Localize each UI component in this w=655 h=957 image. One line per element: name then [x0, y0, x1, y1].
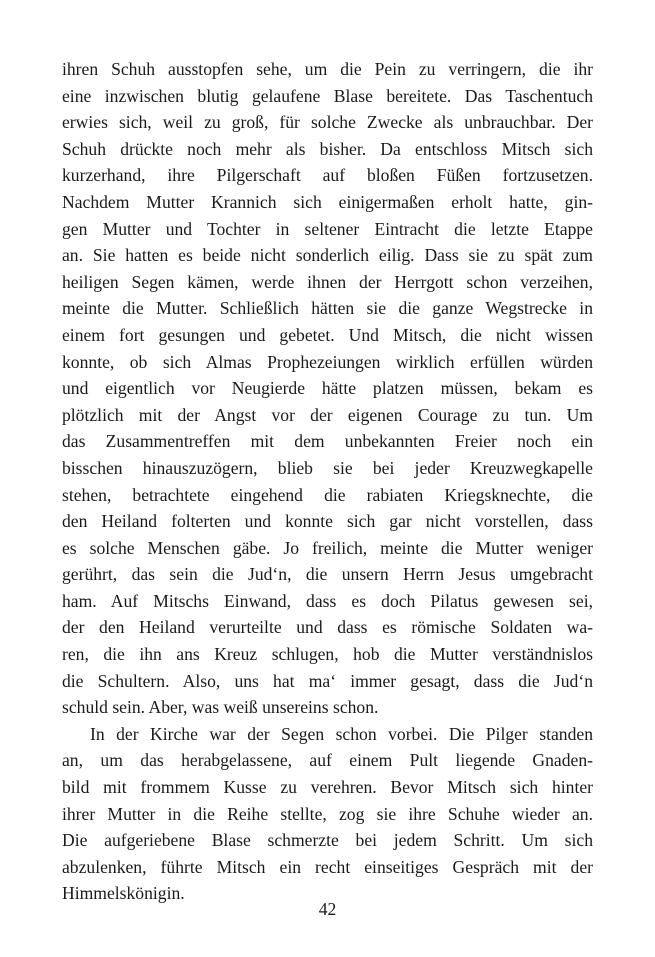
text-line: bisschen hinauszuzögern, blieb sie bei jeder Kreuzwegkapelle — [62, 457, 593, 478]
page-body — [62, 56, 593, 907]
text-line: gen Mutter und Tochter in seltener Eintracht die letzte Etappe — [62, 218, 593, 239]
text-line: Himmelskönigin. — [62, 883, 185, 904]
text-line: eine inzwischen blutig gelaufene Blase bereitete. Das Taschentuch — [62, 85, 593, 106]
text-line: ham. Auf Mitschs Einwand, dass es doch Pilatus gewesen sei, — [62, 590, 593, 611]
text-line: plötzlich mit der Angst vor der eigenen Courage zu tun. Um — [62, 404, 593, 425]
text-line: Nachdem Mutter Krannich sich einigermaßen erholt hatte, gin- — [62, 191, 593, 212]
text-line: abzulenken, führte Mitsch ein recht einseitiges Gespräch mit der — [62, 856, 593, 877]
text-line: gerührt, das sein die Jud‘n, die unsern Herrn Jesus umgebracht — [62, 564, 593, 585]
text-line: und eigentlich vor Neugierde hätte platzen müssen, bekam es — [62, 378, 593, 399]
text-line: konnte, ob sich Almas Prophezeiungen wirklich erfüllen würden — [62, 351, 593, 372]
text-line: ihrer Mutter in die Reihe stellte, zog sie ihre Schuhe wieder an. — [62, 803, 593, 824]
text-line: an, um das herabgelassene, auf einem Pult liegende Gnaden- — [62, 750, 593, 771]
text-line: erwies sich, weil zu groß, für solche Zwecke als unbrauchbar. Der — [62, 112, 593, 133]
paragraph-2 — [62, 721, 593, 907]
text-line: die Schultern. Also, uns hat ma‘ immer gesagt, dass die Jud‘n — [62, 670, 593, 691]
text-line: der den Heiland verurteilte und dass es römische Soldaten wa- — [62, 617, 593, 638]
text-line: Schuh drückte noch mehr als bisher. Da entschloss Mitsch sich — [62, 138, 593, 159]
page-number: 42 — [318, 899, 337, 919]
text-line: den Heiland folterten und konnte sich gar nicht vorstellen, dass — [62, 511, 593, 532]
text-line: meinte die Mutter. Schließlich hätten sie die ganze Wegstrecke in — [62, 298, 593, 319]
text-line: stehen, betrachtete eingehend die rabiaten Kriegsknechte, die — [62, 484, 593, 505]
text-line: schuld sein. Aber, was weiß unsereins schon. — [62, 697, 379, 718]
text-line: ihren Schuh ausstopfen sehe, um die Pein zu verringern, die ihr — [62, 59, 593, 79]
text-line: ren, die ihn ans Kreuz schlugen, hob die Mutter verständnislos — [62, 644, 593, 665]
text-line: es solche Menschen gäbe. Jo freilich, meinte die Mutter weniger — [62, 537, 593, 558]
text-line: heiligen Segen kämen, werde ihnen der Herrgott schon verzeihen, — [62, 271, 593, 292]
text-line: Die aufgeriebene Blase schmerzte bei jedem Schritt. Um sich — [62, 830, 593, 851]
text-line: bild mit frommem Kusse zu verehren. Bevor Mitsch sich hinter — [62, 777, 593, 798]
text-line: das Zusammentreffen mit dem unbekannten Freier noch ein — [62, 431, 593, 452]
paragraph-1 — [62, 56, 593, 721]
text-line: einem fort gesungen und gebetet. Und Mitsch, die nicht wissen — [62, 324, 593, 345]
text-line: kurzerhand, ihre Pilgerschaft auf bloßen Füßen fortzusetzen. — [62, 165, 593, 186]
text-line: an. Sie hatten es beide nicht sonderlich eilig. Dass sie zu spät zum — [62, 245, 593, 266]
text-line: In der Kirche war der Segen schon vorbei. Die Pilger standen — [90, 723, 593, 744]
